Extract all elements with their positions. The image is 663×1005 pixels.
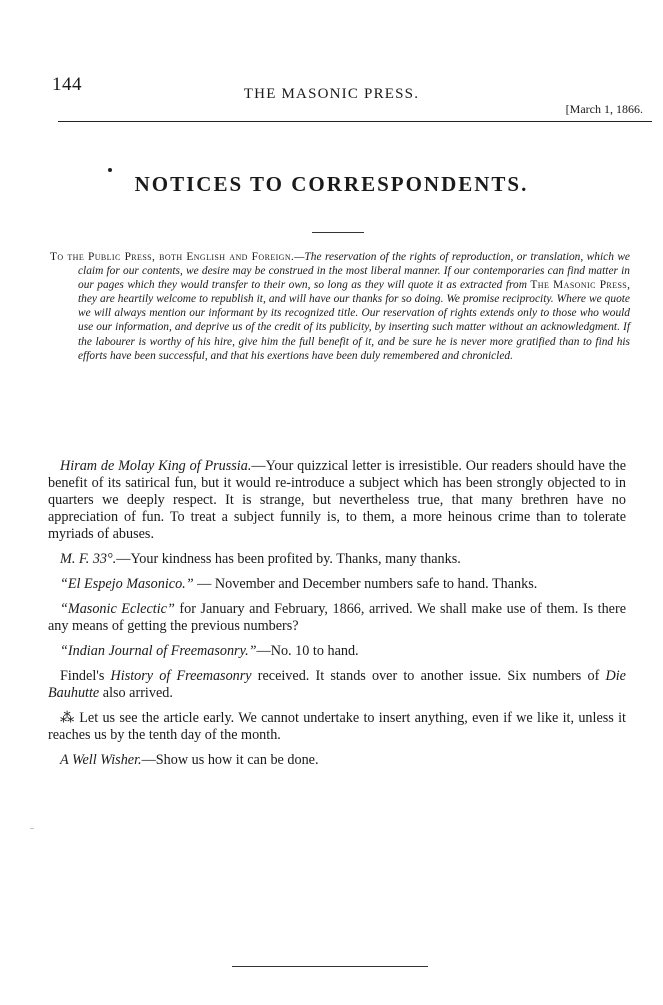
notice-lead: Hiram de Molay King of Prussia. <box>60 458 252 474</box>
notice-lead: A Well Wisher. <box>60 752 142 768</box>
press-notice-text-2: , they are heartily welcome to republish it, and will have our thanks for so doing. We promise reciprocity. Where we quote we will always mention our informant by its recognized title. Our reservation of rights extends only to those who would use our information, and deprive us of the credit of its publicity, by inserting such matter without an acknowledgment. If the labourer is worthy of his hire, give him the full benefit of it, and be sure he is never more gratified than to find his efforts have been successful, and that his exertions have been duly remembered and chronicled. <box>78 279 631 362</box>
notice-text: also arrived. <box>99 685 173 701</box>
header-rule <box>58 121 652 122</box>
notice-findel <box>48 668 626 702</box>
notice-text: ⁂ Let us see the article early. We cannot undertake to insert anything, even if we like it, unless it reaches us by the tenth day of the month. <box>48 710 626 743</box>
notice-lead: “Masonic Eclectic” <box>60 601 175 617</box>
press-notice-paragraph <box>50 250 630 363</box>
stray-marks: .. <box>30 822 34 831</box>
notice-text: for January and February, 1866, arrived. We shall make use of them. Is there any means of getting the previous numbers? <box>48 601 626 634</box>
press-notice-text-1: —The reservation of the rights of reproduction, or translation, which we claim for our contents, we desire may be construed in the most liberal manner. If our contemporaries can find matter in our pages which they would transfer to their own, so long as they will quote it as extracted from <box>78 251 630 292</box>
notice-text: —Your kindness has been profited by. Thanks, many thanks. <box>116 551 461 567</box>
notice-text: —Show us how it can be done. <box>141 752 319 768</box>
notice-text: —Your quizzical letter is irresistible. Our readers should have the benefit of its satirical fun, but it would re-introduce a subject which has been strongly objected to in quarters we deeply respect. It is strange, but nevertheless true, that many brethren have no appreciation of fun. To treat a subject funnily is, to them, a more heinous crime than to tolerate myriads of abuses. <box>48 458 626 542</box>
section-heading: NOTICES TO CORRESPONDENTS. <box>134 172 529 196</box>
press-notice <box>50 250 630 363</box>
notice-well-wisher <box>48 752 626 769</box>
page-number: 144 <box>52 74 82 95</box>
notice-text: —No. 10 to hand. <box>256 643 359 659</box>
press-notice-title-ref: The Masonic Press <box>530 279 628 292</box>
notice-indian-journal <box>48 643 626 660</box>
notice-hiram <box>48 458 626 543</box>
footer-rule <box>232 966 428 967</box>
notice-el-espejo <box>48 576 626 593</box>
notice-masonic-eclectic <box>48 601 626 635</box>
notice-book-title: History of Freemasonry <box>110 668 252 684</box>
notice-text: — November and December numbers safe to hand. Thanks. <box>193 576 538 592</box>
header-date: [March 1, 1866. <box>565 102 643 116</box>
notice-lead: “El Espejo Masonico.” <box>60 576 194 592</box>
notice-mf <box>48 551 626 568</box>
notice-lead: “Indian Journal of Freemasonry.” <box>60 643 257 659</box>
press-notice-address: To the Public Press, both English and Foreign. <box>50 251 295 263</box>
notice-lead: M. F. 33°. <box>60 551 117 567</box>
notice-text: Findel's <box>60 668 111 684</box>
notice-text: received. It stands over to another issue. Six numbers of <box>251 668 606 684</box>
correspondent-notices <box>48 458 626 777</box>
section-divider <box>312 232 364 233</box>
notice-article-early <box>48 710 626 744</box>
running-title: THE MASONIC PRESS. <box>243 86 420 102</box>
notice-book-title: Die Bauhutte <box>48 668 626 701</box>
